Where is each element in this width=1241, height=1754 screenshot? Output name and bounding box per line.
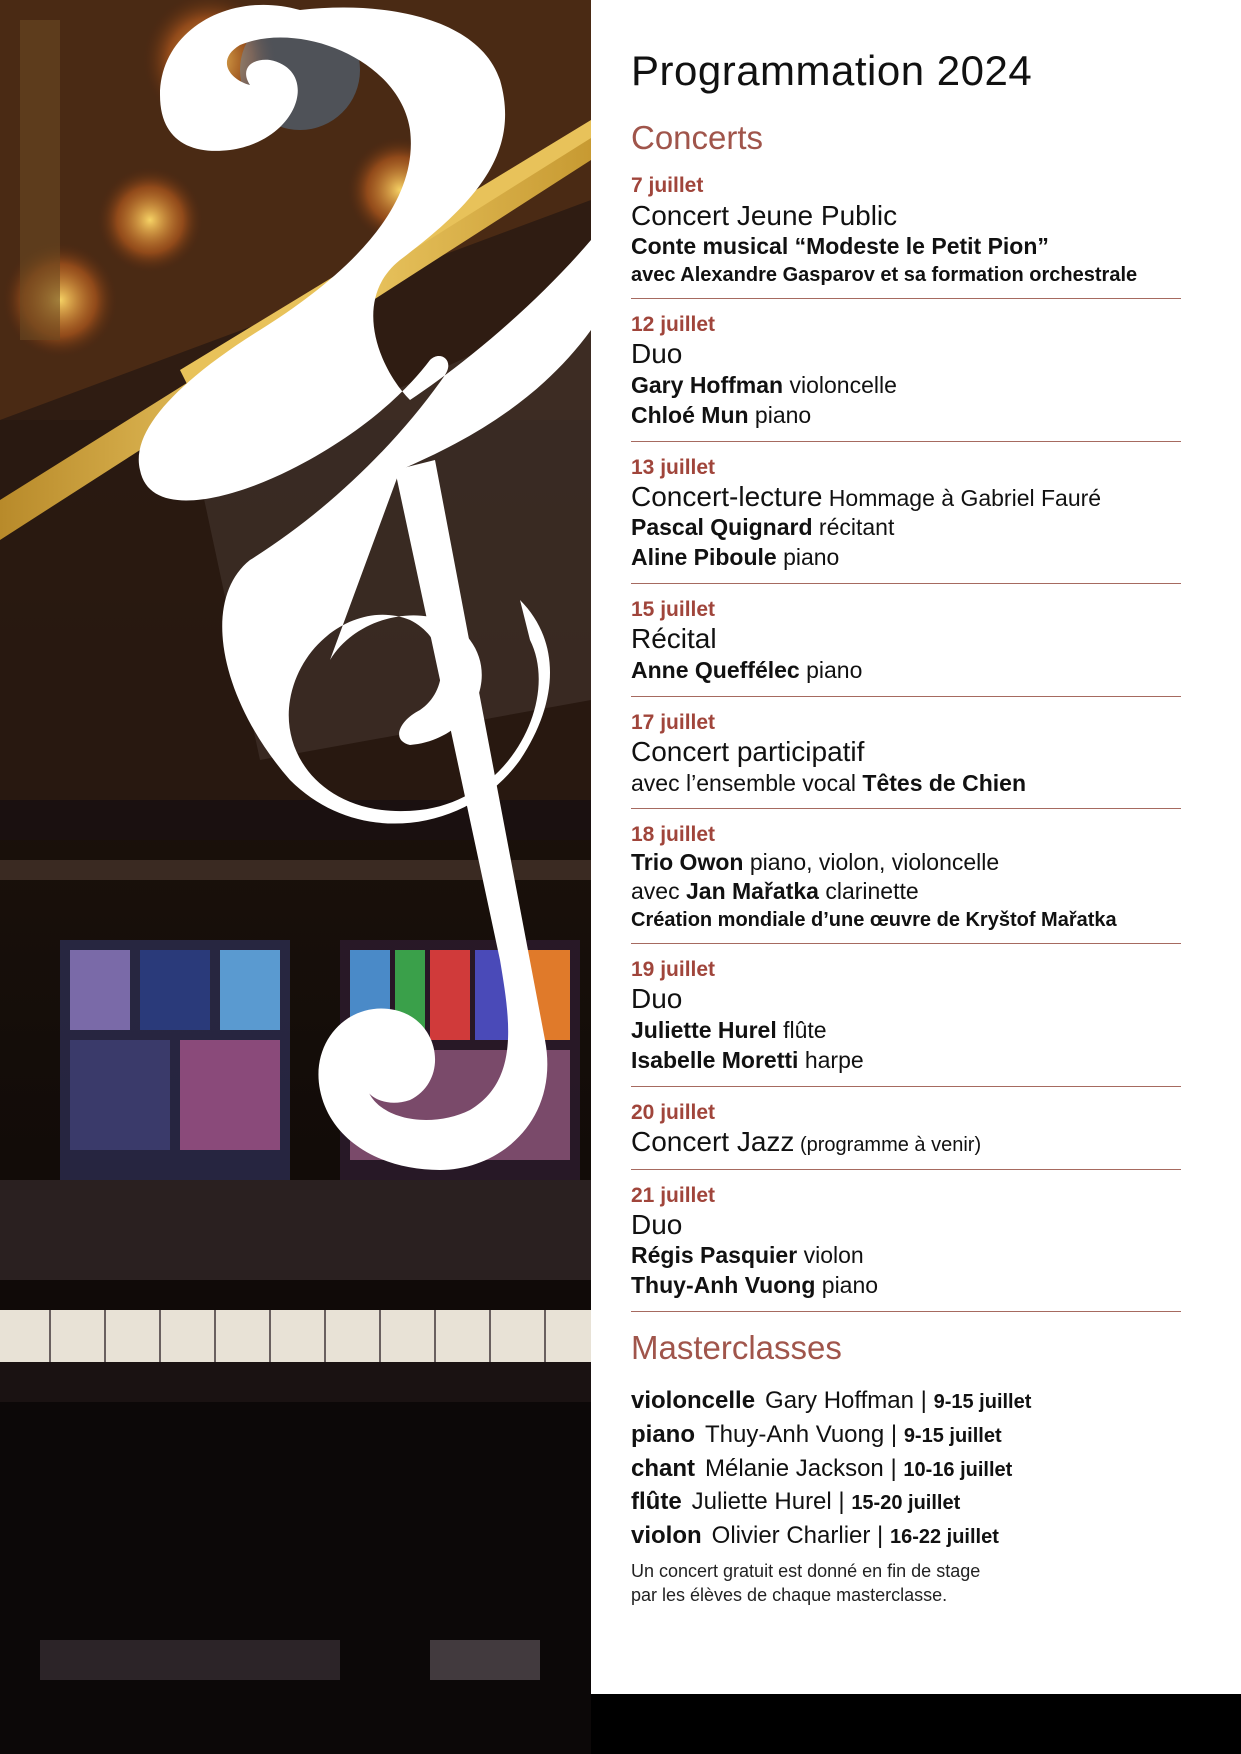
piano-photo-illustration: [0, 0, 591, 1754]
event-date: 7 juillet: [631, 174, 704, 198]
performer-role: piano: [776, 544, 840, 571]
event-title-main: Concert Jazz: [631, 1125, 795, 1157]
event-title-main: Duo: [631, 1208, 683, 1240]
masterclasses-heading: Masterclasses: [631, 1329, 842, 1367]
masterclass-instrument: violoncelle: [631, 1387, 756, 1415]
masterclass-teacher: Thuy-Anh Vuong |: [705, 1420, 898, 1448]
performer-name: Jan Mařatka: [685, 878, 819, 905]
masterclass-instrument: flûte: [631, 1488, 682, 1516]
masterclass-instrument: chant: [631, 1454, 696, 1482]
event-date: 12 juillet: [631, 313, 716, 337]
event-line: [631, 1271, 1181, 1301]
event-item: [631, 697, 1181, 810]
event-item: [631, 442, 1181, 585]
masterclass-teacher: Mélanie Jackson |: [705, 1454, 897, 1482]
event-title: [631, 199, 1181, 233]
masterclass-item: [631, 1519, 1221, 1553]
event-date: 17 juillet: [631, 710, 716, 734]
event-date: 13 juillet: [631, 455, 716, 479]
event-item: [631, 944, 1181, 1087]
performer-name: Isabelle Moretti: [631, 1046, 799, 1073]
event-date: 18 juillet: [631, 823, 716, 847]
event-line-prefix: avec: [631, 878, 686, 905]
performer-role: piano: [815, 1272, 879, 1299]
masterclass-item: [631, 1485, 1221, 1519]
event-date: 19 juillet: [631, 958, 716, 982]
masterclass-note: [631, 1560, 1221, 1607]
concerts-heading: Concerts: [631, 119, 764, 157]
note-line-1: Un concert gratuit est donné en fin de stage: [631, 1561, 981, 1582]
event-line: [631, 1241, 1181, 1271]
event-line: [631, 232, 1181, 262]
performer-name: Création mondiale d’une œuvre de Kryštof Mařatka: [631, 909, 1117, 932]
event-title: [631, 337, 1181, 371]
photo-panel: [0, 0, 591, 1754]
event-item: [631, 156, 1181, 299]
event-line: [631, 656, 1181, 686]
event-title-main: Concert participatif: [631, 735, 865, 767]
masterclass-teacher: Olivier Charlier |: [711, 1521, 884, 1549]
page-title: Programmation 2024: [631, 47, 1033, 94]
performer-role: violoncelle: [783, 371, 897, 398]
masterclass-item: [631, 1452, 1221, 1486]
event-line: [631, 401, 1181, 431]
event-line: [631, 769, 1181, 799]
program-panel: [591, 0, 1241, 1694]
performer-role: clarinette: [818, 878, 919, 905]
masterclass-teacher: Juliette Hurel |: [691, 1488, 845, 1516]
masterclass-dates: 9-15 juillet: [933, 1391, 1032, 1414]
event-item: [631, 809, 1181, 944]
event-line: [631, 513, 1181, 543]
event-line: [631, 848, 1181, 878]
performer-name: Trio Owon: [631, 848, 744, 875]
event-line: [631, 262, 1181, 288]
performer-name: Juliette Hurel: [631, 1017, 777, 1044]
masterclass-item: [631, 1384, 1221, 1418]
performer-name: Aline Piboule: [631, 544, 777, 571]
performer-name: Chloé Mun: [631, 401, 749, 428]
performer-role: violon: [797, 1242, 864, 1269]
event-title-main: Concert Jeune Public: [631, 199, 898, 231]
event-title-main: Duo: [631, 338, 683, 370]
event-title: [631, 1125, 1181, 1159]
event-title: [631, 480, 1181, 514]
event-date: 15 juillet: [631, 598, 716, 622]
event-item: [631, 1170, 1181, 1313]
event-line: [631, 1046, 1181, 1076]
performer-name: Régis Pasquier: [631, 1242, 798, 1269]
event-title: [631, 735, 1181, 769]
event-title-main: Concert-lecture: [631, 480, 823, 512]
performer-name: Gary Hoffman: [631, 371, 784, 398]
event-item: [631, 1087, 1181, 1170]
event-date: 21 juillet: [631, 1183, 716, 1207]
event-title-sub: Hommage à Gabriel Fauré: [822, 484, 1102, 511]
performer-role: piano: [748, 401, 812, 428]
event-line: [631, 877, 1181, 907]
event-line: [631, 907, 1181, 933]
event-title-note: (programme à venir): [794, 1133, 982, 1156]
bottom-bar: [591, 1694, 1241, 1754]
masterclass-dates: 16-22 juillet: [889, 1525, 999, 1548]
event-title: [631, 622, 1181, 656]
event-line-prefix: avec l’ensemble vocal: [631, 769, 863, 796]
performer-role: piano, violon, violoncelle: [743, 848, 1000, 875]
event-title-main: Récital: [631, 623, 717, 655]
masterclass-instrument: piano: [631, 1420, 695, 1448]
event-item: [631, 299, 1181, 442]
event-date: 20 juillet: [631, 1100, 716, 1124]
masterclass-teacher: Gary Hoffman |: [765, 1387, 927, 1415]
events-list: [631, 156, 1221, 1312]
event-title-main: Duo: [631, 983, 683, 1015]
event-title: [631, 1208, 1181, 1242]
masterclass-item: [631, 1418, 1221, 1452]
performer-name: Thuy-Anh Vuong: [631, 1272, 816, 1299]
performer-name: Conte musical “Modeste le Petit Pion”: [631, 233, 1049, 260]
masterclass-dates: 9-15 juillet: [903, 1424, 1002, 1447]
event-title: [631, 982, 1181, 1016]
masterclass-dates: 10-16 juillet: [903, 1458, 1013, 1481]
masterclass-dates: 15-20 juillet: [851, 1492, 961, 1515]
performer-role: harpe: [798, 1046, 864, 1073]
performer-role: piano: [799, 656, 863, 683]
performer-role: flûte: [776, 1017, 827, 1044]
event-line: [631, 1016, 1181, 1046]
program-content: [631, 48, 1221, 1607]
note-line-2: par les élèves de chaque masterclasse.: [631, 1584, 948, 1605]
performer-name: Pascal Quignard: [631, 514, 813, 541]
event-line: [631, 371, 1181, 401]
event-item: [631, 584, 1181, 697]
masterclasses-list: [631, 1384, 1221, 1552]
performer-name: avec Alexandre Gasparov et sa formation orchestrale: [631, 264, 1138, 287]
performer-name: Anne Queffélec: [631, 656, 800, 683]
performer-role: récitant: [812, 514, 895, 541]
performer-name: Têtes de Chien: [862, 769, 1027, 796]
event-line: [631, 543, 1181, 573]
masterclass-instrument: violon: [631, 1521, 702, 1549]
